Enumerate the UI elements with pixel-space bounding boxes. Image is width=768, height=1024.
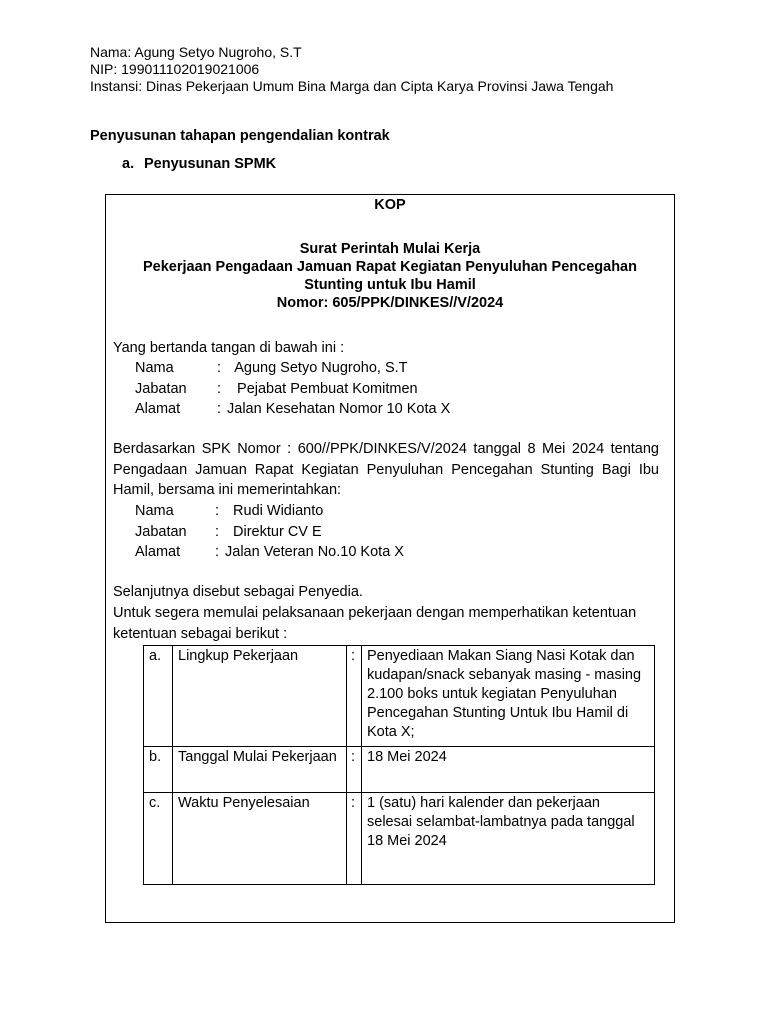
field-label: Nama <box>135 503 174 519</box>
letter-number: Nomor: 605/PPK/DINKES//V/2024 <box>276 295 504 311</box>
closing-paragraph: Untuk segera memulai pelaksanaan pekerjaan dengan memperhatikan ketentuan ketentuan sebagai berikut : <box>113 605 637 642</box>
term-label: Tanggal Mulai Pekerjaan <box>173 747 347 793</box>
signer-details <box>135 358 450 420</box>
field-value: Pejabat Pembuat Komitmen <box>233 380 418 397</box>
author-institution: Instansi: Dinas Pekerjaan Umum Bina Marga dan Cipta Karya Provinsi Jawa Tengah <box>90 78 614 94</box>
field-label: Alamat <box>135 544 181 560</box>
letter-title-line: Surat Perintah Mulai Kerja <box>299 241 481 257</box>
intro-text: Yang bertanda tangan di bawah ini : <box>113 340 345 356</box>
field-colon: : <box>215 544 220 560</box>
subsection-label: Penyusunan SPMK <box>144 156 277 172</box>
term-value: 18 Mei 2024 <box>362 747 655 793</box>
field-colon: : <box>217 360 222 376</box>
term-value: Penyediaan Makan Siang Nasi Kotak dan kudapan/snack sebanyak masing - masing 2.100 boks untuk kegiatan Penyuluhan Pencegahan Stunting Untuk Ibu Hamil di Kota X; <box>362 646 655 747</box>
term-colon: : <box>347 646 362 747</box>
letter-title-block <box>106 240 674 312</box>
table-row <box>144 793 655 885</box>
field-value: Jalan Veteran No.10 Kota X <box>225 544 404 560</box>
table-row <box>144 747 655 793</box>
closing-line-1: Selanjutnya disebut sebagai Penyedia. <box>113 584 363 600</box>
field-colon: : <box>215 523 220 540</box>
term-label: Waktu Penyelesaian <box>173 793 347 885</box>
field-label: Alamat <box>135 401 181 417</box>
terms-table <box>143 645 655 885</box>
signer-row-address <box>135 399 450 420</box>
provider-row-address <box>135 542 404 563</box>
field-colon: : <box>215 503 220 519</box>
provider-row-position <box>135 522 404 543</box>
section-title: Penyusunan tahapan pengendalian kontrak <box>90 128 390 144</box>
field-label: Jabatan <box>135 380 187 397</box>
field-value: Agung Setyo Nugroho, S.T <box>231 360 408 376</box>
provider-details <box>135 501 404 563</box>
letter-title-line: Pekerjaan Pengadaan Jamuan Rapat Kegiatan Penyuluhan Pencegahan <box>143 259 637 275</box>
provider-row-name <box>135 501 404 522</box>
field-value: Jalan Kesehatan Nomor 10 Kota X <box>227 401 451 417</box>
author-name: Nama: Agung Setyo Nugroho, S.T <box>90 44 302 60</box>
term-letter: a. <box>144 646 173 747</box>
term-value: 1 (satu) hari kalender dan pekerjaan selesai selambat-lambatnya pada tanggal 18 Mei 2024 <box>362 793 655 885</box>
table-row <box>144 646 655 747</box>
document-header <box>90 44 613 95</box>
letter-title-line: Stunting untuk Ibu Hamil <box>304 277 476 293</box>
field-value: Direktur CV E <box>229 523 322 540</box>
term-colon: : <box>347 793 362 885</box>
basis-paragraph: Berdasarkan SPK Nomor : 600//PPK/DINKES/V/2024 tanggal 8 Mei 2024 tentang Pengadaan Jamuan Rapat Kegiatan Penyuluhan Pencegahan Stunting Bagi Ibu Hamil, bersama ini memerintahkan: <box>113 441 659 498</box>
field-value: Rudi Widianto <box>229 503 324 519</box>
term-letter: c. <box>144 793 173 885</box>
term-colon: : <box>347 747 362 793</box>
field-label: Jabatan <box>135 523 187 540</box>
kop-heading: KOP <box>374 197 406 213</box>
signer-row-position <box>135 379 450 400</box>
field-colon: : <box>217 380 222 397</box>
term-letter: b. <box>144 747 173 793</box>
signer-row-name <box>135 358 450 379</box>
letter-frame <box>105 194 675 923</box>
term-label: Lingkup Pekerjaan <box>173 646 347 747</box>
subsection-title <box>122 156 276 172</box>
field-colon: : <box>217 401 222 417</box>
subsection-letter: a. <box>122 156 135 172</box>
field-label: Nama <box>135 360 174 376</box>
author-nip: NIP: 199011102019021006 <box>90 61 260 77</box>
